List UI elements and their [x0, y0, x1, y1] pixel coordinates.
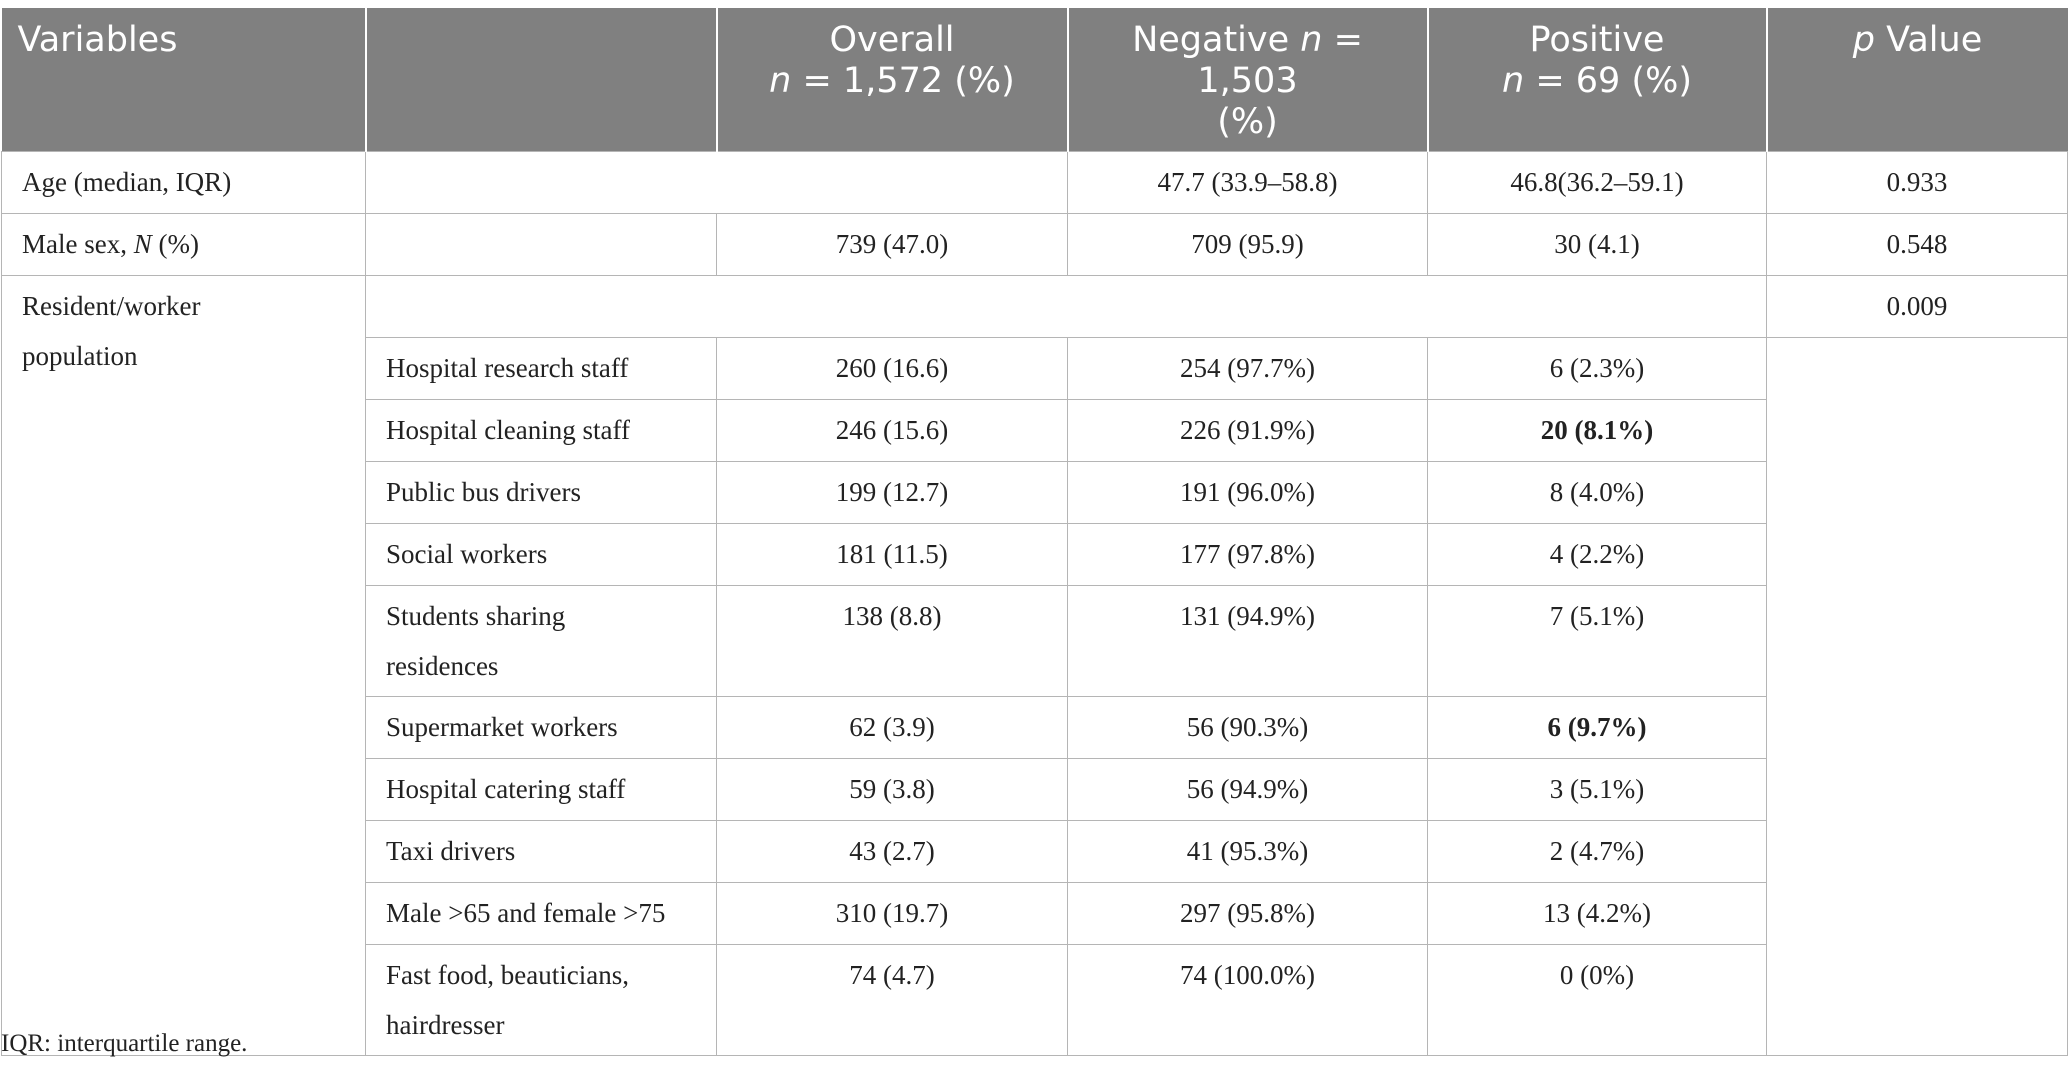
table-row-resident	[2, 276, 2068, 338]
cell-positive: 3 (5.1%)	[1428, 759, 1767, 821]
cell-negative: 297 (95.8%)	[1068, 883, 1428, 945]
cell-positive: 30 (4.1)	[1428, 214, 1767, 276]
table-footnote: IQR: interquartile range.	[1, 1030, 248, 1057]
cell-positive-highlight: 20 (8.1%)	[1428, 400, 1767, 462]
header-variables: Variables	[2, 8, 366, 152]
row-label-resident: Resident/worker population	[2, 276, 366, 1056]
cell-negative: 254 (97.7%)	[1068, 338, 1428, 400]
cell-overall: 260 (16.6)	[717, 338, 1068, 400]
cell-overall: 310 (19.7)	[717, 883, 1068, 945]
cell-overall: 739 (47.0)	[717, 214, 1068, 276]
empty-cell	[366, 276, 1767, 338]
cell-positive: 0 (0%)	[1428, 945, 1767, 1056]
cell-positive: 2 (4.7%)	[1428, 821, 1767, 883]
cell-overall: 62 (3.9)	[717, 697, 1068, 759]
cell-negative: 47.7 (33.9–58.8)	[1068, 152, 1428, 214]
header-blank	[366, 8, 717, 152]
cell-pvalue: 0.933	[1767, 152, 2068, 214]
empty-cell	[366, 152, 1068, 214]
table-row-age	[2, 152, 2068, 214]
cell-overall: 74 (4.7)	[717, 945, 1068, 1056]
cell-negative: 191 (96.0%)	[1068, 462, 1428, 524]
row-name: Public bus drivers	[366, 462, 717, 524]
row-name: Hospital cleaning staff	[366, 400, 717, 462]
empty-pvalue-cell	[1767, 338, 2068, 1056]
cell-pvalue: 0.548	[1767, 214, 2068, 276]
row-name: Students sharing residences	[366, 586, 717, 697]
cell-negative: 226 (91.9%)	[1068, 400, 1428, 462]
cell-overall: 59 (3.8)	[717, 759, 1068, 821]
cell-positive: 4 (2.2%)	[1428, 524, 1767, 586]
cell-negative: 41 (95.3%)	[1068, 821, 1428, 883]
cell-overall: 138 (8.8)	[717, 586, 1068, 697]
cell-negative: 709 (95.9)	[1068, 214, 1428, 276]
cell-positive: 6 (2.3%)	[1428, 338, 1767, 400]
row-name: Fast food, beauticians, hairdresser	[366, 945, 717, 1056]
row-label: Male sex, N (%)	[2, 214, 366, 276]
cell-negative: 177 (97.8%)	[1068, 524, 1428, 586]
cell-positive: 13 (4.2%)	[1428, 883, 1767, 945]
results-table	[1, 8, 2068, 1056]
cell-overall: 181 (11.5)	[717, 524, 1068, 586]
header-overall: Overall n = 1,572 (%)	[717, 8, 1068, 152]
cell-overall: 199 (12.7)	[717, 462, 1068, 524]
cell-positive: 8 (4.0%)	[1428, 462, 1767, 524]
table-row-male	[2, 214, 2068, 276]
cell-pvalue: 0.009	[1767, 276, 2068, 338]
cell-overall: 246 (15.6)	[717, 400, 1068, 462]
cell-negative: 56 (90.3%)	[1068, 697, 1428, 759]
header-positive: Positive n = 69 (%)	[1428, 8, 1767, 152]
row-name: Hospital research staff	[366, 338, 717, 400]
header-pvalue: p Value	[1767, 8, 2068, 152]
cell-positive: 7 (5.1%)	[1428, 586, 1767, 697]
cell-positive-highlight: 6 (9.7%)	[1428, 697, 1767, 759]
header-negative: Negative n = 1,503 (%)	[1068, 8, 1428, 152]
row-name: Male >65 and female >75	[366, 883, 717, 945]
header-row	[2, 8, 2068, 152]
cell-negative: 74 (100.0%)	[1068, 945, 1428, 1056]
row-name: Hospital catering staff	[366, 759, 717, 821]
row-name: Social workers	[366, 524, 717, 586]
cell-positive: 46.8(36.2–59.1)	[1428, 152, 1767, 214]
cell-overall: 43 (2.7)	[717, 821, 1068, 883]
row-name: Supermarket workers	[366, 697, 717, 759]
cell-negative: 131 (94.9%)	[1068, 586, 1428, 697]
cell-negative: 56 (94.9%)	[1068, 759, 1428, 821]
row-label: Age (median, IQR)	[2, 152, 366, 214]
row-name: Taxi drivers	[366, 821, 717, 883]
empty-cell	[366, 214, 717, 276]
